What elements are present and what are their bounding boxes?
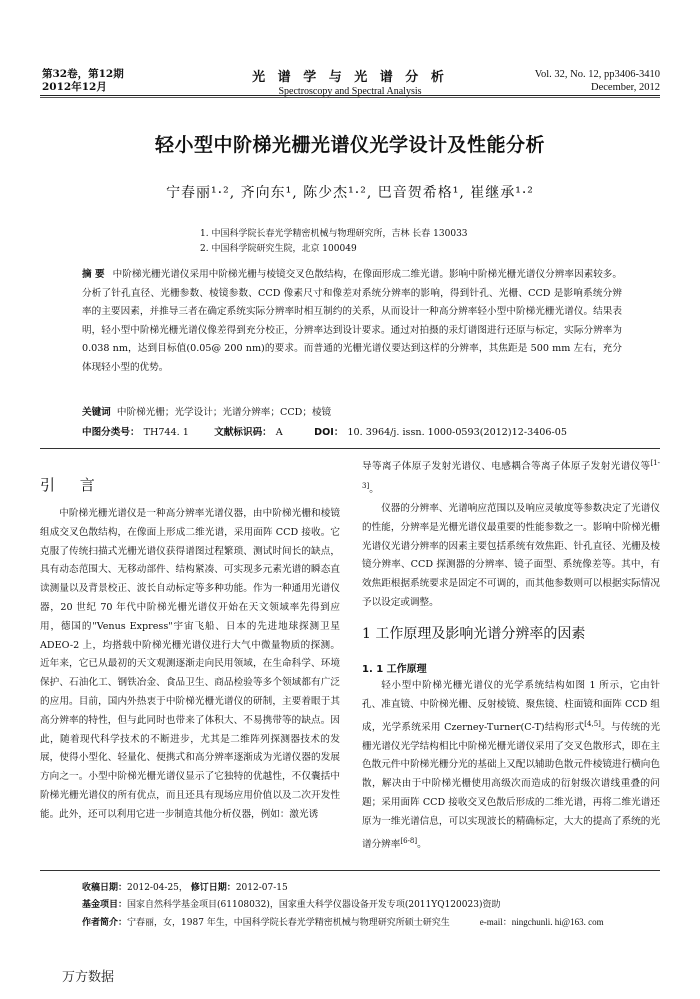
keywords-text: 中阶梯光栅；光学设计；光谱分辨率；CCD；棱镜: [116, 407, 332, 418]
citation-ref: [6-8]: [400, 836, 418, 845]
date-cn: 2012年12月: [42, 81, 107, 93]
journal-title-en: Spectroscopy and Spectral Analysis: [278, 86, 422, 97]
author-email[interactable]: e-mail：ningchunli. hi@163. com: [479, 917, 604, 927]
intro-paragraph-2: 仪器的分辨率、光谱响应范围以及响应灵敏度等参数决定了光谱仪的性能，分辨率是光栅光谱仪最重要的性能参数之一。影响中阶梯光栅光谱仪光谱分辨率的因素主要包括系统有效焦距、针孔直径、光栅及棱镜分辨率、CCD 探测器的分辨率、镜子面型、系统像差等。其中，有效焦距根据系统要求是固定不可调的，而其他参数则可以根据实际情况予以设定或调整。: [362, 502, 660, 608]
keywords-label: 关键词: [82, 407, 111, 418]
principle-text-a: 轻小型中阶梯光栅光谱仪的光学系统结构如图 1 所示，它由针孔、准直镜、中阶梯光栅、反射棱镜、聚焦镜、柱面镜和面阵 CCD 组成，光学系统采用 Czerney-Turner(C-T)结构形式: [362, 680, 660, 733]
revised-date: 2012-07-15: [235, 883, 288, 893]
principle-paragraph: [362, 677, 660, 855]
affiliation-1: 1. 中国科学院长春光学精密机械与物理研究所，吉林 长春 130033: [200, 229, 468, 239]
author-bio-line: [82, 914, 604, 932]
citation-ref: [1-3]: [362, 459, 660, 490]
intro-continuation: [362, 454, 660, 500]
section-1-1-heading: 1. 1 工作原理: [362, 664, 427, 675]
doi-value[interactable]: 10. 3964/j. issn. 1000-0593(2012)12-3406-05: [347, 427, 567, 438]
author-list: 宁春丽¹·², 齐向东¹, 陈少杰¹·², 巴音贺希格¹, 崔继承¹·²: [166, 185, 534, 201]
date-en: December, 2012: [591, 82, 660, 93]
intro-paragraph: 中阶梯光栅光谱仪是一种高分辨率光谱仪器，由中阶梯光栅和棱镜组成交叉色散结构，在像面上形成二维光谱，采用面阵 CCD 接收。它克服了传统扫描式光栅光谱仪获得谱图过程繁琐、测试时间长的缺点，具有动态范围大、无移动部件、结构紧凑、可实现多元素光谱的瞬态直读测量以及背景校正、波长自动标定等多种功能。作为一种通用光谱仪器，20 世纪 70 年代中阶梯光栅光谱仪开始在天文领域率先得到应用，德国的"Venus Express"宇宙飞船、日本的先进地球探测卫星 ADEO-2 上，均搭载中阶梯光栅光谱仪进行大气中微量物质的探测。近年来，它已从最初的天文观测逐渐走向民用领域，在生命科学、环境保护、石油化工、钢铁冶金、食品卫生、商品检验等多个领域都有广泛的应用。目前，国内外热衷于中阶梯光栅光谱仪的研制，主要着眼于其高分辨率的特性，但与此同时也带来了体积大、不易携带等的缺点。因此，随着现代科学技术的不断进步，尤其是二维阵列探测器技术的发展，使得小型化、轻量化、便携式和高分辨率逐渐成为光谱仪器的发展方向之一。小型中阶梯光栅光谱仪显示了它独特的优越性，不仅囊括中阶梯光栅光谱仪的所有优点，而且还具有现场应用价值以及二次开发性能。此外，还可以利用它进一步制造其他分析仪器，例如：激光诱: [40, 508, 340, 820]
received-date: 2012-04-25，: [127, 883, 188, 893]
abstract-text: 中阶梯光栅光谱仪采用中阶梯光栅与棱镜交叉色散结构，在像面形成二维光谱。影响中阶梯光栅光谱仪分辨率因素较多。分析了针孔直径、光栅参数、棱镜参数、CCD 像素尺寸和像差对系统分辨率的影响，得到针孔、光栅、CCD 是影响系统分辨率的主要因素，并推导三者在确定系统实际分辨率时相互制约的关系，从而设计一种高分辨率轻小型中阶梯光栅光谱仪。结果表明，轻小型中阶梯光栅光谱仪像差得到充分校正，分辨率达到设计要求。通过对拍摄的汞灯谱图进行还原与标定，实际分辨率为 0.038 nm，达到目标值(0.05@ 200 nm)的要求。而普通的光栅光谱仪要达到这样的分辨率，其焦距是 500 mm 左右，充分体现轻小型的优势。: [82, 269, 623, 373]
keywords: [82, 404, 331, 422]
affiliations: [200, 227, 468, 257]
journal-title-cn: 光 谱 学 与 光 谱 分 析: [252, 70, 448, 85]
doc-code-value: A: [275, 427, 283, 438]
clc-label: 中图分类号：: [82, 427, 140, 438]
citation-ref: [4,5]: [584, 719, 601, 728]
header-divider-thin: [40, 97, 660, 98]
continuation-text: 导等离子体原子发射光谱仪、电感耦合等离子体原子发射光谱仪等: [362, 461, 651, 473]
footnote-divider: [40, 870, 660, 871]
abstract-divider: [40, 448, 660, 449]
continuation-end: 。: [369, 484, 379, 496]
author-bio-text: 宁春丽，女，1987 年生，中国科学院长春光学精密机械与物理研究所硕士研究生: [127, 918, 450, 928]
fund-label: 基金项目：: [82, 900, 128, 910]
abstract: [82, 266, 622, 378]
section-1-heading: 1 工作原理及影响光谱分辨率的因素: [362, 626, 586, 642]
author-bio-label: 作者简介：: [82, 918, 128, 928]
intro-heading: 引 言: [40, 476, 105, 494]
volume-issue-en: Vol. 32, No. 12, pp3406-3410: [534, 69, 660, 80]
revised-label: 修订日期：: [190, 883, 236, 893]
fund-text: 国家自然科学基金项目(61108032)，国家重大科学仪器设备开发专项(2011YQ120023)资助: [127, 900, 501, 910]
fund-line: [82, 897, 604, 914]
watermark: 万方数据: [62, 970, 115, 985]
volume-issue-cn: 第32卷，第12期: [42, 68, 124, 80]
principle-text-b: 。与传统的光栅光谱仪光学结构相比中阶梯光栅光谱仪采用了交叉色散形式，即在主色散元件中阶梯光栅分光的基础上又配以辅助色散元件棱镜进行横向色散，解决由于中阶梯光栅使用高级次而造成的衍射级次谱线重叠的问题；采用面阵 CCD 接收交叉色散后形成的二维光谱，再将二维光谱还原为一维光谱信息，可以实现波长的精确标定，大大的提高了系统的光谱分辨率: [362, 721, 660, 850]
classification-line: [82, 424, 571, 442]
intro-body: [40, 505, 340, 825]
journal-volume-en: [535, 68, 660, 94]
doi-label: DOI：: [314, 427, 344, 438]
principle-text-end: 。: [417, 838, 427, 850]
abstract-label: 摘 要: [82, 269, 105, 280]
paper-title: 轻小型中阶梯光栅光谱仪光学设计及性能分析: [154, 134, 545, 156]
doc-code-label: 文献标识码：: [214, 427, 272, 438]
footnotes: [82, 880, 604, 932]
received-label: 收稿日期：: [82, 883, 128, 893]
affiliation-2: 2. 中国科学院研究生院，北京 100049: [200, 244, 357, 254]
section-1-1-body: [362, 677, 660, 855]
clc-value: TH744. 1: [143, 427, 189, 438]
right-column-intro: [362, 454, 660, 613]
header-divider: [40, 95, 660, 96]
dates-line: [82, 880, 604, 897]
